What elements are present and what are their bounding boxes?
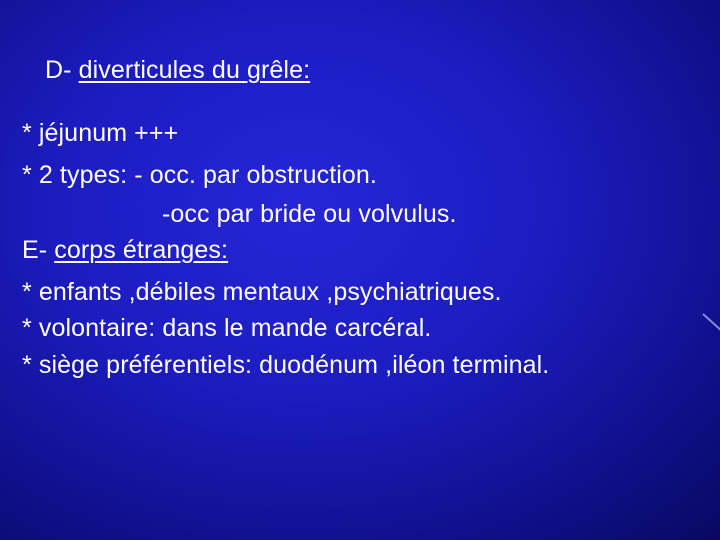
decorative-stroke (702, 313, 720, 332)
section-d-title (45, 55, 310, 85)
section-e-heading: corps étranges: (54, 236, 229, 264)
bullet-volontaire: * volontaire: dans le mande carcéral. (22, 314, 432, 342)
section-d-prefix: D- (45, 56, 79, 84)
section-e-prefix: E- (22, 236, 55, 264)
bullet-siege: * siège préférentiels: duodénum ,iléon terminal. (22, 351, 550, 379)
section-e-title (22, 235, 228, 265)
bullet-two-types: * 2 types: - occ. par obstruction. (22, 161, 377, 189)
bullet-two-types-continuation: -occ par bride ou volvulus. (162, 200, 457, 228)
bullet-jejunum: * jéjunum +++ (22, 119, 179, 147)
bullet-enfants: * enfants ,débiles mentaux ,psychiatriques. (22, 278, 502, 306)
section-d-heading: diverticules du grêle: (78, 56, 311, 84)
